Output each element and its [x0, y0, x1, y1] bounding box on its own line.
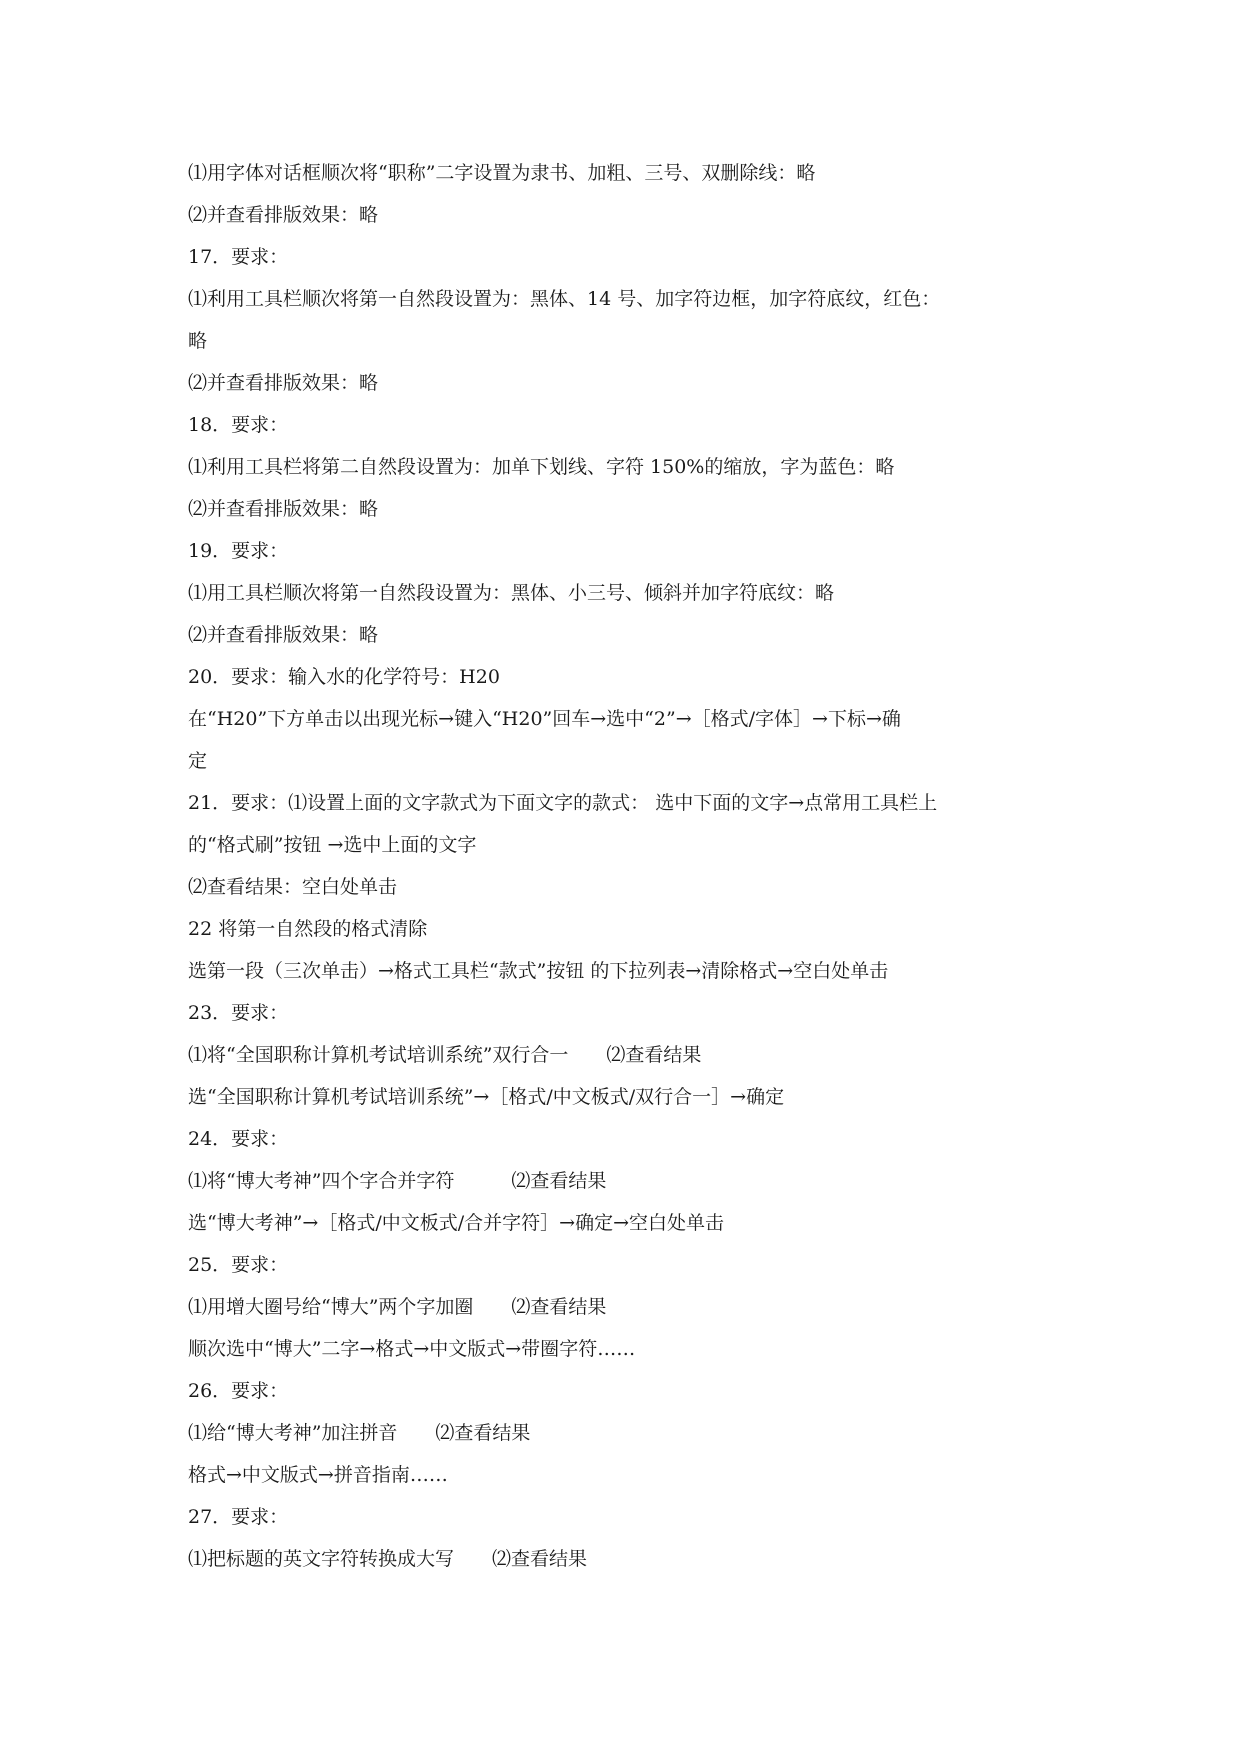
text-line: ⑴把标题的英文字符转换成大写 ⑵查看结果 [188, 1548, 588, 1570]
text-line: 略 [188, 330, 208, 352]
text-line: 的“格式刷”按钮 →选中上面的文字 [188, 834, 477, 856]
text-line: 在“H20”下方单击以出现光标→键入“H20”回车→选中“2”→［格式/字体］→下标→确 [188, 708, 901, 730]
text-line: 格式→中文版式→拼音指南…… [188, 1464, 448, 1486]
text-line: ⑵并查看排版效果：略 [188, 204, 379, 226]
text-line: 21．要求：⑴设置上面的文字款式为下面文字的款式： 选中下面的文字→点常用工具栏上 [188, 792, 938, 814]
text-line: 定 [188, 750, 208, 772]
text-line: ⑵查看结果：空白处单击 [188, 876, 398, 898]
text-line: ⑴用工具栏顺次将第一自然段设置为：黑体、小三号、倾斜并加字符底纹：略 [188, 582, 835, 604]
text-line: 27．要求： [188, 1506, 289, 1528]
text-line: 选“全国职称计算机考试培训系统”→［格式/中文板式/双行合一］→确定 [188, 1086, 785, 1108]
text-line: ⑴将“全国职称计算机考试培训系统”双行合一 ⑵查看结果 [188, 1044, 702, 1066]
text-line: ⑴给“博大考神”加注拼音 ⑵查看结果 [188, 1422, 531, 1444]
text-line: 18．要求： [188, 414, 289, 436]
text-line: ⑴将“博大考神”四个字合并字符 ⑵查看结果 [188, 1170, 607, 1192]
text-line: 25．要求： [188, 1254, 289, 1276]
text-line: ⑵并查看排版效果：略 [188, 498, 379, 520]
text-line: 23．要求： [188, 1002, 289, 1024]
text-line: 26．要求： [188, 1380, 289, 1402]
text-line: ⑵并查看排版效果：略 [188, 624, 379, 646]
text-line: 选第一段（三次单击）→格式工具栏“款式”按钮 的下拉列表→清除格式→空白处单击 [188, 960, 889, 982]
text-line: 选“博大考神”→［格式/中文板式/合并字符］→确定→空白处单击 [188, 1212, 724, 1234]
text-line: 22 将第一自然段的格式清除 [188, 918, 428, 940]
text-line: 19．要求： [188, 540, 289, 562]
text-line: 17．要求： [188, 246, 289, 268]
text-line: ⑴利用工具栏将第二自然段设置为：加单下划线、字符 150%的缩放，字为蓝色：略 [188, 456, 895, 478]
text-line: ⑴用字体对话框顺次将“职称”二字设置为隶书、加粗、三号、双删除线：略 [188, 162, 816, 184]
text-line: 20．要求：输入水的化学符号：H20 [188, 666, 500, 688]
text-line: ⑴用增大圈号给“博大”两个字加圈 ⑵查看结果 [188, 1296, 607, 1318]
text-line: ⑵并查看排版效果：略 [188, 372, 379, 394]
text-line: ⑴利用工具栏顺次将第一自然段设置为：黑体、14 号、加字符边框，加字符底纹，红色： [188, 288, 941, 310]
text-line: 24．要求： [188, 1128, 289, 1150]
document-body [188, 152, 1058, 1580]
text-line: 顺次选中“博大”二字→格式→中文版式→带圈字符…… [188, 1338, 636, 1360]
